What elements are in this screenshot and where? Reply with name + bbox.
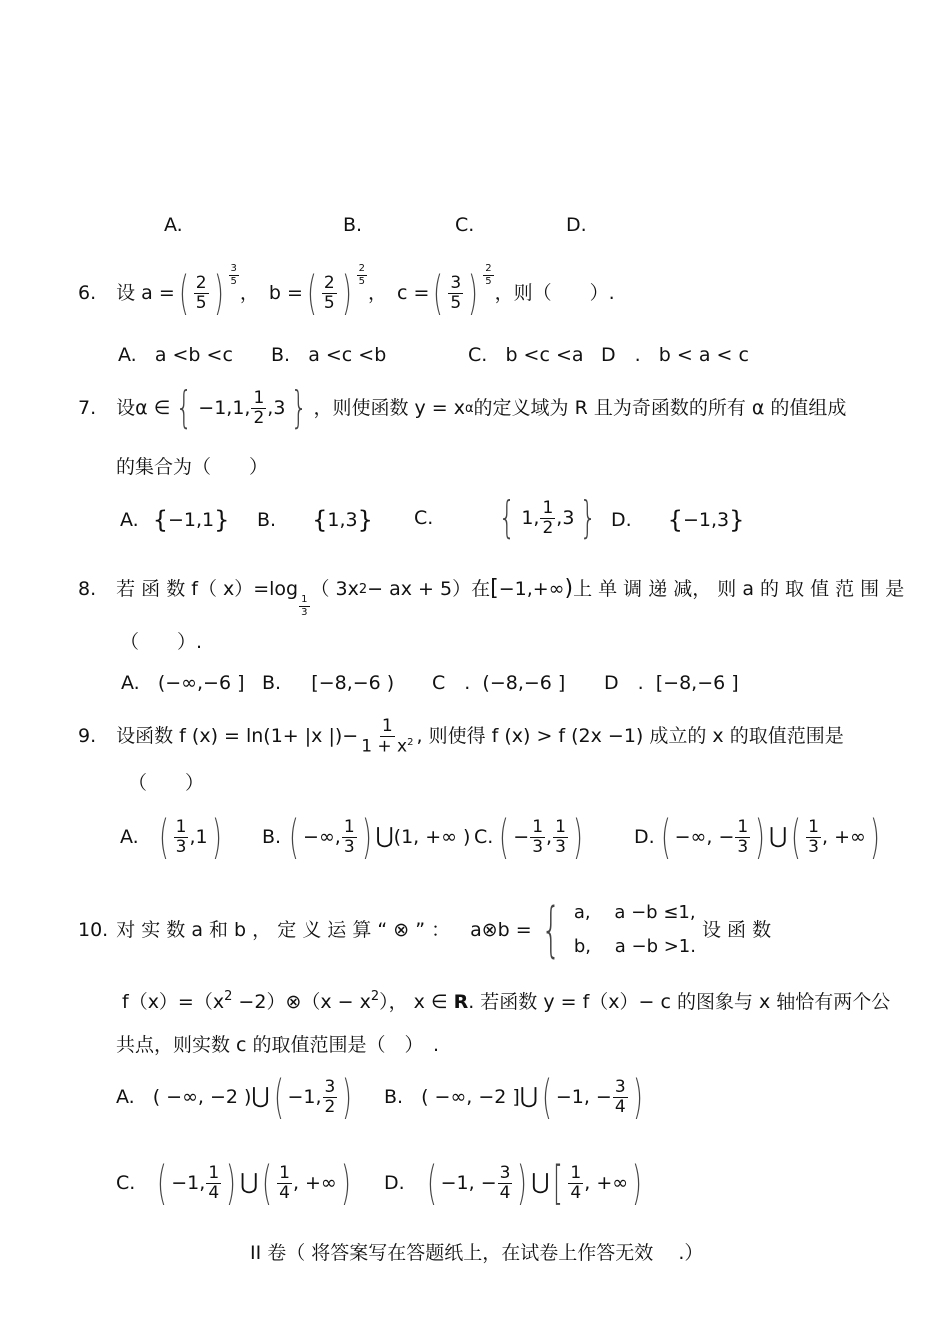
q6-c-base: $\frac{3}{5}$ xyxy=(450,272,462,313)
left-bracket: [ xyxy=(490,576,499,601)
q7-option-d: D. { −1,3 } xyxy=(611,506,745,534)
q6-tail: ，则（ ）. xyxy=(494,281,615,304)
q10-line3: 共点，则实数 c 的取值范围是（ ） . xyxy=(116,1034,440,1056)
q8-log-base: $\frac{1}{3}$ xyxy=(301,594,308,618)
sep: ， xyxy=(368,281,388,304)
question-9 xyxy=(78,718,844,756)
question-number: 9. xyxy=(78,725,97,748)
question-number: 7. xyxy=(78,396,97,419)
q6-option-c: C. b <c <a xyxy=(468,344,584,366)
q7-option-c: C. { 1, $\frac{1}{2}$ ,3 } xyxy=(414,492,597,543)
q7-alpha: α ∈ xyxy=(135,396,171,419)
q10-line2: $f(x)=(x^2$ −2）⊗（x − $x^2$）， x ∈ R. 若函数 y = f（x）− c 的图象与 x 轴恰有两个公 xyxy=(122,989,891,1013)
right-paren: ) xyxy=(341,266,352,320)
q8-sq: 2 xyxy=(358,581,368,597)
q5-option-d: D. xyxy=(566,214,587,236)
q10-option-b: B. ( −∞, −2 ] ⋃ ( −1, − $\frac{3}{4}$ ) xyxy=(384,1070,643,1124)
q7-set-b: ,3 xyxy=(267,396,286,419)
q8-interval: −1,+∞ xyxy=(498,577,565,600)
q7-option-a: A. { −1,1 } xyxy=(120,506,230,534)
q8-pre: 若 函 数 f（ x）=log xyxy=(116,577,299,600)
q7-half: $\frac{1}{2}$ xyxy=(253,387,265,428)
q9-option-d: D. ( −∞, − $\frac{1}{3}$ ) ⋃ ( $\frac{1}{3}$ , +∞ ) xyxy=(634,810,880,864)
q10-piecewise: a, a −b ≤1, b, a −b >1. xyxy=(573,902,696,958)
q7-sup: α xyxy=(464,400,474,416)
question-number: 6. xyxy=(78,281,97,304)
q8-option-a: A. (−∞,−6 ] xyxy=(121,672,245,694)
q8-mid: （ 3x xyxy=(310,577,359,600)
question-10 xyxy=(78,896,771,964)
left-brace: { xyxy=(175,382,193,433)
right-paren: ) xyxy=(564,576,574,601)
q6-a-base: $\frac{2}{5}$ xyxy=(195,272,207,313)
q9-option-b: B. ( −∞, $\frac{1}{3}$ ) ⋃ (1, +∞ ) xyxy=(262,810,471,864)
q9-option-a: A. ( $\frac{1}{3}$ ,1 ) xyxy=(120,810,222,864)
q6-c-exp: $\frac{2}{5}$ xyxy=(485,263,492,287)
q7-text2: 的定义域为 R 且为奇函数的所有 α 的值组成 xyxy=(473,396,847,419)
q10-lhs: a⊗b = xyxy=(470,918,532,941)
question-6 xyxy=(78,263,615,320)
q6-b-exp: $\frac{2}{5}$ xyxy=(358,263,366,287)
q8-mid2: − ax + 5）在 xyxy=(367,577,491,600)
q6-c-label: c = xyxy=(397,281,430,304)
question-7 xyxy=(78,382,847,433)
q6-a-label: a = xyxy=(141,281,175,304)
q8-line2: （ ）. xyxy=(120,631,203,653)
right-brace: } xyxy=(291,382,308,433)
q6-option-d: D . b < a < c xyxy=(601,344,749,366)
q5-option-a: A. xyxy=(164,214,183,236)
q7-option-b: B. { 1,3 } xyxy=(257,506,373,534)
q5-option-c: C. xyxy=(455,214,475,236)
q9-option-c: C. ( − $\frac{1}{3}$ , $\frac{1}{3}$ ) xyxy=(474,810,583,864)
left-paren: ( xyxy=(433,266,444,320)
q6-pre: 设 xyxy=(116,281,136,304)
q6-option-a: A. a <b <c xyxy=(118,344,233,366)
left-paren: ( xyxy=(306,266,317,320)
q6-option-b: B. a <c <b xyxy=(271,344,387,366)
question-number: 8. xyxy=(78,577,97,600)
q9-line2: （ ） xyxy=(128,772,205,794)
right-paren: ) xyxy=(213,266,224,320)
q8-tail: 上 单 调 递 减， 则 a 的 取 值 范 围 是 xyxy=(573,577,905,600)
q8-option-c: C . (−8,−6 ] xyxy=(432,672,566,694)
left-paren: ( xyxy=(178,266,189,320)
q8-option-b: B. [−8,−6 ) xyxy=(262,672,395,694)
right-paren: ) xyxy=(468,266,479,320)
q10-option-a: A. ( −∞, −2 ) ⋃ ( −1, $\frac{3}{2}$ ) xyxy=(116,1070,353,1124)
q7-line2: 的集合为（ ） xyxy=(116,456,269,478)
question-8 xyxy=(78,576,905,618)
q5-option-b: B. xyxy=(343,214,363,236)
q9-frac: $\frac{1}{1 + x^2}$ xyxy=(361,716,414,757)
q8-option-d: D . [−8,−6 ] xyxy=(604,672,739,694)
q6-b-base: $\frac{2}{5}$ xyxy=(323,272,335,313)
left-brace: { xyxy=(541,895,561,966)
q10-tail: 设 函 数 xyxy=(701,918,772,941)
q7-pre: 设 xyxy=(116,396,136,419)
q7-text: ，则使函数 y = x xyxy=(313,396,465,419)
q6-b-label: b = xyxy=(268,281,303,304)
q10-option-c: C. ( −1, $\frac{1}{4}$ ) ⋃ ( $\frac{1}{4}$ , +∞ ) xyxy=(116,1156,351,1210)
q9-pre: 设函数 f (x) = ln(1+ |x |)− xyxy=(116,725,359,748)
q10-option-d: D. ( −1, − $\frac{3}{4}$ ) ⋃ [ $\frac{1}{4}$ , +∞ ) xyxy=(384,1156,642,1210)
q6-a-exp: $\frac{3}{5}$ xyxy=(230,263,237,287)
q10-pre: 对 实 数 a 和 b ， 定 义 运 算 “ ⊗ ” ： xyxy=(116,918,451,941)
sep: ， xyxy=(239,281,259,304)
q9-tail: , 则使得 f (x) > f (2x −1) 成立的 x 的取值范围是 xyxy=(416,725,844,748)
question-number: 10. xyxy=(78,918,109,941)
section-footer: II 卷（ 将答案写在答题纸上，在试卷上作答无效 .） xyxy=(250,1242,704,1264)
q7-set-a: −1,1, xyxy=(198,396,251,419)
